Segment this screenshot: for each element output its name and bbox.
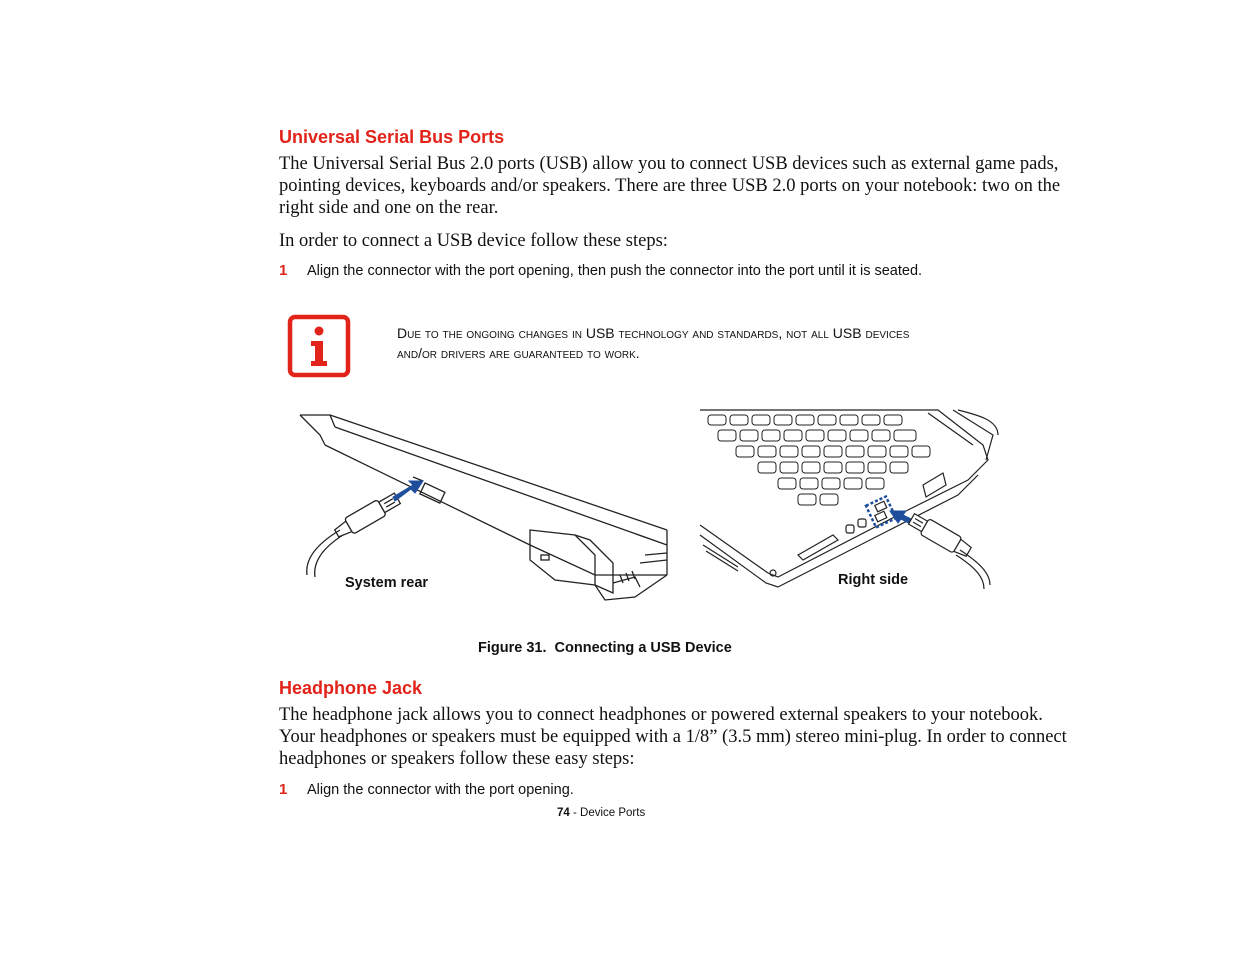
headphone-step-text: Align the connector with the port opening. xyxy=(307,782,574,798)
right-side-illustration xyxy=(698,405,1008,595)
figure-label-system-rear: System rear xyxy=(345,575,429,591)
usb-heading: Universal Serial Bus Ports xyxy=(279,127,505,147)
note-line-2: and/or drivers are guaranteed to work. xyxy=(397,345,640,361)
figure-label-right-side: Right side xyxy=(838,572,909,588)
usb-paragraph: The Universal Serial Bus 2.0 ports (USB) allow you to connect USB devices such as external game pads, pointing devices, keyboards and/or speakers. There are three USB 2.0 ports on your notebook: two on the right side and one on the rear. xyxy=(279,154,1061,218)
note-line-1: Due to the ongoing changes in USB technology and standards, not all USB devices xyxy=(397,325,910,341)
headphone-heading: Headphone Jack xyxy=(279,678,423,698)
footer-section-name: - Device Ports xyxy=(569,807,646,819)
headphone-paragraph: The headphone jack allows you to connect headphones or powered external speakers to your notebook. Your headphones or speakers must be equipped with a 1/8” (3.5 mm) stereo mini-plug. In order to connect headphones or speakers follow these easy steps: xyxy=(279,705,1067,769)
page-number: 74 xyxy=(557,807,570,819)
info-icon xyxy=(287,314,351,378)
headphone-step-number: 1 xyxy=(279,781,288,798)
figure-caption: Figure 31. Connecting a USB Device xyxy=(478,640,732,656)
usb-step-number: 1 xyxy=(279,262,288,279)
page-footer xyxy=(557,807,645,819)
usb-step-text: Align the connector with the port opening, then push the connector into the port until it is seated. xyxy=(307,263,923,279)
usb-intro: In order to connect a USB device follow these steps: xyxy=(279,231,668,251)
